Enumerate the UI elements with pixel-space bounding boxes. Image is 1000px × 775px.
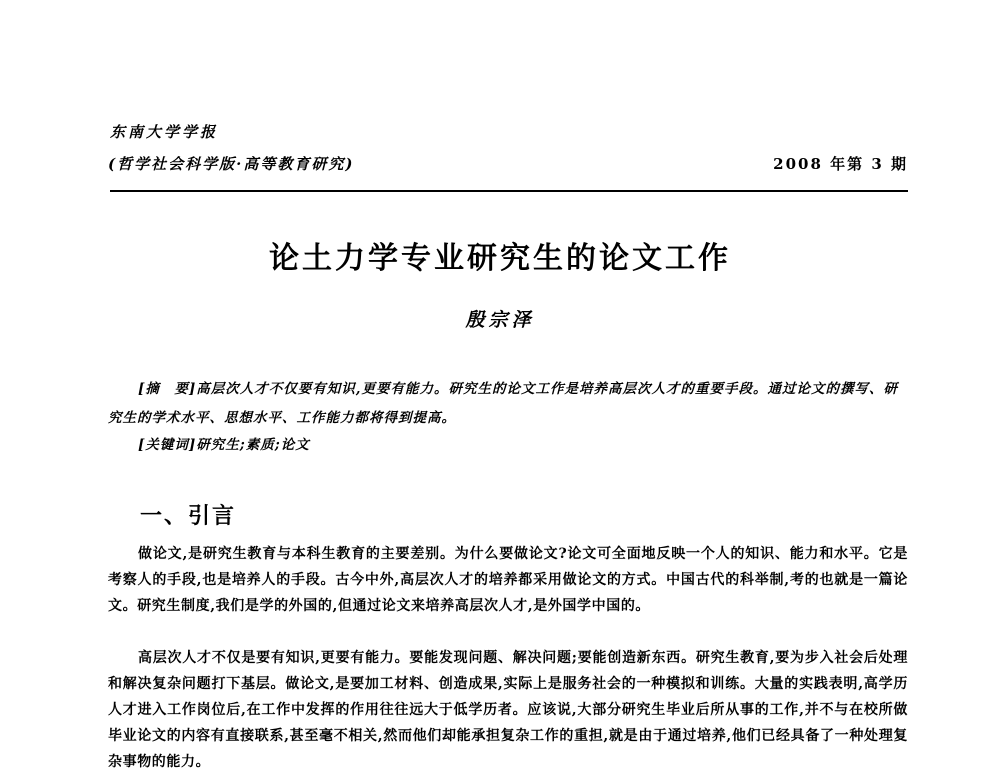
body-paragraph: 高层次人才不仅是要有知识,更要有能力。要能发现问题、解决问题;要能创造新东西。研究生教育,要为步入社会后处理和解决复杂问题打下基层。做论文,是要加工材料、创造成果,实际上是服务社会的一种模拟和训练。大量的实践表明,高学历人才进入工作岗位后,在工作中发挥的作用往往远大于低学历者。应该说,大部分研究生毕业后所从事的工作,并不与在校所做毕业论文的内容有直接联系,甚至毫不相关,然而他们却能承担复杂工作的重担,就是由于通过培养,他们已经具备了一种处理复杂事物的能力。 [108,650,908,770]
section-heading: 一、引言 [140,504,237,529]
journal-name: 东南大学学报 [110,123,219,141]
keywords: [关键词]研究生;素质;论文 [138,437,310,453]
body-paragraph: 做论文,是研究生教育与本科生教育的主要差别。为什么要做论文?论文可全面地反映一个人的知识、能力和水平。它是考察人的手段,也是培养人的手段。古今中外,高层次人才的培养都采用做论文的方式。中国古代的科举制,考的也就是一篇论文。研究生制度,我们是学的外国的,但通过论文来培养高层次人才,是外国学中国的。 [108,546,908,614]
article-title: 论土力学专业研究生的论文工作 [269,241,731,276]
journal-subtitle: (哲学社会科学版·高等教育研究) [108,155,355,173]
header-divider [110,190,908,192]
article-author: 殷宗泽 [465,309,535,331]
journal-issue: 2008 年第 3 期 [773,155,908,173]
abstract: [摘 要]高层次人才不仅要有知识,更要有能力。研究生的论文工作是培养高层次人才的重要手段。通过论文的撰写、研究生的学术水平、思想水平、工作能力都将得到提高。 [108,381,898,426]
